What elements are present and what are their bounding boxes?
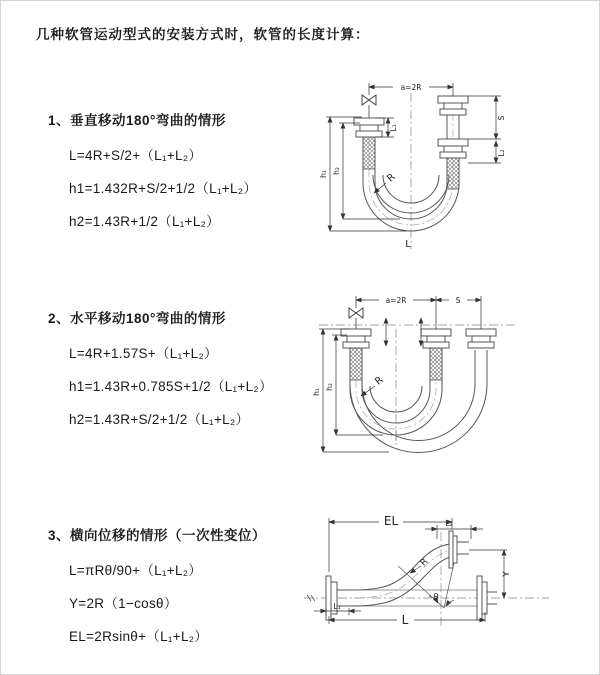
radius-label: R	[385, 171, 398, 185]
section-3-heading: 3、横向位移的情形（一次性变位）	[48, 528, 267, 543]
formula-line: L=4R+1.57S+（L₁+L₂）	[69, 346, 218, 361]
section-2-heading: 2、水平移动180°弯曲的情形	[48, 311, 226, 326]
diagram-vertical-180-bend	[316, 71, 531, 256]
length-label: L	[401, 613, 409, 627]
braided-hose-section	[447, 158, 459, 189]
radius-label: R	[373, 374, 386, 388]
right-lower-fitting	[438, 139, 468, 158]
dim-label-l1: L₁	[389, 124, 398, 132]
left-fitting	[341, 329, 371, 348]
angle-label: θ	[433, 593, 439, 603]
upper-flange	[449, 531, 469, 568]
valve-icon	[349, 308, 363, 329]
valve-icon	[362, 95, 376, 118]
dim-label-l2: L₂	[497, 149, 506, 157]
hose	[350, 348, 487, 453]
dimensions	[326, 83, 501, 231]
dim-label-h1: h₁	[312, 388, 321, 396]
dim-label-a2r: a=2R	[400, 83, 422, 92]
braided-hose-section	[430, 348, 442, 380]
dim-label-y: Y	[502, 571, 512, 577]
braided-hose-section	[363, 137, 375, 169]
left-fitting	[354, 118, 384, 137]
diagram-horizontal-180-bend	[311, 284, 541, 459]
formula-line: EL=2Rsinθ+（L₁+L₂）	[69, 629, 209, 644]
dim-label-el: EL	[383, 514, 399, 528]
formula-line: h1=1.432R+S/2+1/2（L₁+L₂）	[69, 181, 258, 196]
formula-line: L=πRθ/90+（L₁+L₂）	[69, 563, 203, 578]
braided-hose-section	[350, 348, 362, 380]
formula-line: Y=2R（1−cosθ）	[69, 596, 178, 611]
page-title: 几种软管运动型式的安装方式时，软管的长度计算：	[36, 27, 370, 42]
section-3	[48, 524, 266, 645]
dim-label-h2: h₂	[332, 167, 341, 175]
section-2	[48, 307, 273, 428]
dim-label-l2: L₂	[445, 519, 453, 528]
formula-line: h2=1.43R+1/2（L₁+L₂）	[69, 214, 220, 229]
section-1	[48, 109, 257, 230]
centerline	[304, 532, 549, 626]
radius-label: R	[418, 556, 431, 569]
length-label: L	[405, 239, 411, 250]
formula-line: L=4R+S/2+（L₁+L₂）	[69, 148, 203, 163]
formula-line: h2=1.43R+S/2+1/2（L₁+L₂）	[69, 412, 250, 427]
middle-fitting	[421, 329, 451, 348]
dim-label-h1: h₁	[319, 170, 328, 178]
dim-label-s: S	[497, 115, 506, 121]
right-upper-fitting	[438, 96, 468, 115]
right-fitting	[466, 329, 496, 348]
dim-label-s: S	[455, 296, 461, 305]
dim-label-l1: L₁	[333, 602, 341, 611]
formula-line: h1=1.43R+0.785S+1/2（L₁+L₂）	[69, 379, 273, 394]
diagram-lateral-displacement	[299, 504, 554, 654]
dim-label-a2r: a=2R	[385, 296, 407, 305]
section-1-heading: 1、垂直移动180°弯曲的情形	[48, 113, 226, 128]
dim-label-h2: h₂	[325, 383, 334, 391]
